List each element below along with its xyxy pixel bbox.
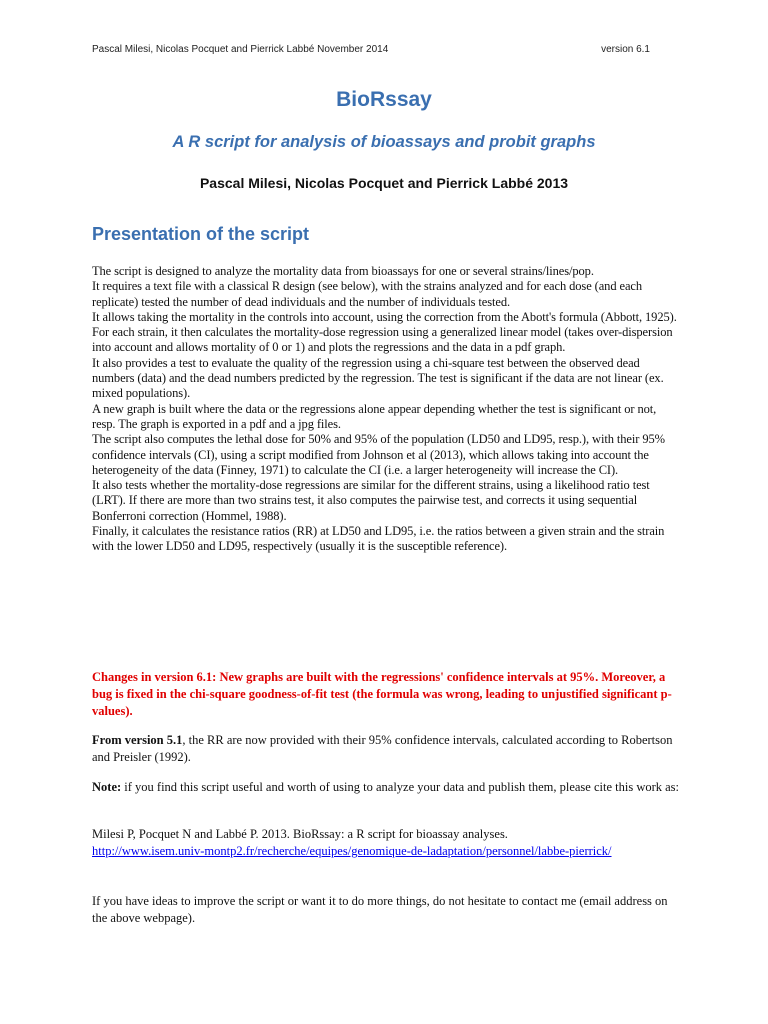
citation-text: Milesi P, Pocquet N and Labbé P. 2013. BioRssay: a R script for bioassay analyses. [92,827,508,841]
version-text: , the RR are now provided with their 95% confidence intervals, calculated according to Robertson and Preisler (1992). [92,733,673,764]
header-version: version 6.1 [601,44,650,55]
page-header [92,44,650,55]
paragraph: The script is designed to analyze the mortality data from bioassays for one or several strains/lines/pop. [92,264,594,278]
paragraph: Finally, it calculates the resistance ratios (RR) at LD50 and LD95, i.e. the ratios between a given strain and the strain with the lower LD50 and LD95, respectively (usually it is the susceptible reference). [92,524,665,554]
note-label: Note: [92,780,122,794]
contact-note: If you have ideas to improve the script or want it to do more things, do not hesitate to contact me (email address on the above webpage). [92,894,668,925]
document-title: BioRssay [336,88,432,111]
citation [92,826,682,860]
version-note [92,732,682,766]
citation-note [92,779,682,796]
citation-link[interactable]: http://www.isem.univ-montp2.fr/recherche/equipes/genomique-de-ladaptation/personnel/labbe-pierrick/ [92,844,612,858]
changes-label: Changes in version 6.1: [92,670,217,684]
paragraph: For each strain, it then calculates the mortality-dose regression using a generalized linear model (takes over-dispersion into account and allows mortality of 0 or 1) and plots the regressions and the data in a pdf graph. [92,325,673,355]
paragraph: It allows taking the mortality in the controls into account, using the correction from the Abott's formula (Abbott, 1925). [92,309,677,324]
paragraph: It also provides a test to evaluate the quality of the regression using a chi-square test between the observed dead numbers (data) and the dead numbers predicted by the regression. The test is significant if the data are not linear (ex. mixed populations). [92,355,664,401]
document-authors: Pascal Milesi, Nicolas Pocquet and Pierrick Labbé 2013 [199,175,569,191]
paragraph: It also tests whether the mortality-dose regressions are similar for the different strains, using a likelihood ratio test (LRT). If there are more than two strains test, it also computes the pairwise test, and corrects it using sequential Bonferroni correction (Hommel, 1988). [92,478,650,523]
paragraph: It requires a text file with a classical R design (see below), with the strains analyzed and for each dose (and each replicate) tested the number of dead individuals and the number of individuals tested. [92,279,642,309]
header-authors-date: Pascal Milesi, Nicolas Pocquet and Pierrick Labbé November 2014 [92,44,389,55]
section-heading: Presentation of the script [92,224,310,244]
presentation-body [92,264,682,555]
document-subtitle: A R script for analysis of bioassays and probit graphs [172,133,596,151]
note-text: if you find this script useful and worth of using to analyze your data and publish them, please cite this work as: [121,780,680,794]
paragraph: The script also computes the lethal dose for 50% and 95% of the population (LD50 and LD95, resp.), with their 95% confidence intervals (CI), using a script modified from Johnson et al (2013), which allows taking into account the heterogeneity of the data (Finney, 1971) to calculate the CI (i.e. a larger heterogeneity will increase the CI). [92,432,665,477]
paragraph: A new graph is built where the data or the regressions alone appear depending whether the test is significant or not, resp. The graph is exported in a pdf and a jpg files. [92,401,657,431]
version-label: From version 5.1 [92,733,183,747]
changes-text: New graphs are built with the regressions' confidence intervals at 95%. Moreover, a bug is fixed in the chi-square goodness-of-fit test (the formula was wrong, leading to unjustified significant p-values). [92,670,672,718]
changes-note [92,669,682,720]
